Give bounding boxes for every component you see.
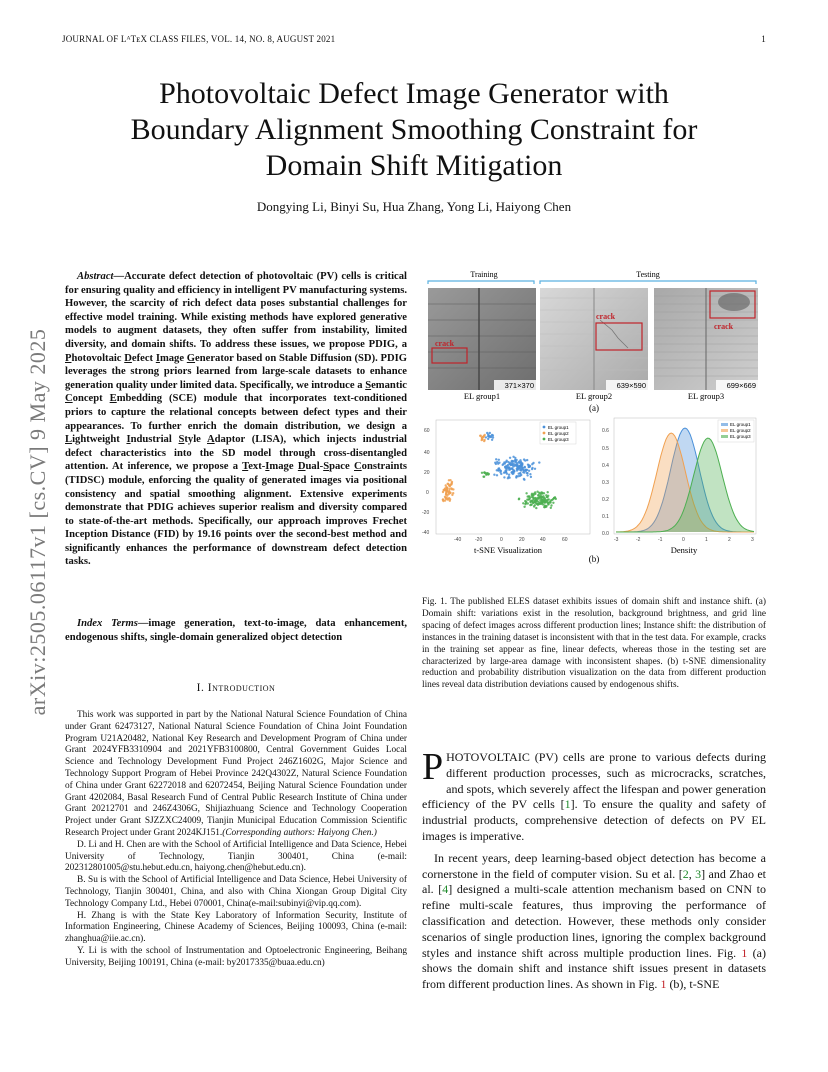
scatter-point (545, 494, 547, 496)
acronym-letter: C (354, 461, 362, 473)
scatter-point (526, 459, 528, 461)
body-text: ]. To ensure the quality and safety of industrial products, comprehensive detection of defects on PV EL images is imperative. (422, 797, 766, 843)
running-header (62, 34, 766, 44)
legend-label: EL group1 (730, 422, 751, 427)
abstract-text: ightweight (72, 434, 127, 446)
body-paragraph (422, 851, 766, 993)
abstract (65, 270, 407, 569)
scatter-point (498, 459, 500, 461)
title-line: Domain Shift Mitigation (265, 149, 563, 182)
index-terms-label: Index Terms (77, 618, 138, 629)
x-tick-label: 3 (751, 537, 754, 543)
acronym-letter: D (124, 352, 132, 364)
citation-link[interactable]: 4 (442, 882, 449, 897)
scatter-point (487, 438, 489, 440)
scatter-point (518, 473, 520, 475)
footnote-text: This work was supported in part by the National Natural Science Foundation of China under Grant 62473127, National Natural Science Foundation of China Joint Foundation Program U21A20482, National Key Research and Development Program of China under Grant 2024YFB3310904 and 2021YFB3100800, Central Government Guides Local Science and Technology Development Fund Project 246Z1602G, Major Science and Technology Support Program of Hebei Province 242Q4302Z, Natural Science Foundation of China under Grant 62272018 and 62072454, Beijing Natural Science Foundation under Grant 4202084, Basal Research Fund of Central Public Research Institute of China under Grant 20212701 and 246Z4306G, Shijiazhuang Science and Technology Cooperation Project under Grant SJZZXC24009, Tianjin Municipal Education Commission Scientific Research Project under Grant 2024KJ151. (65, 710, 407, 838)
scatter-point (540, 494, 542, 496)
legend-label: EL group1 (548, 425, 569, 430)
arxiv-stamp (18, 287, 58, 757)
body-text: In recent years, deep learning-based object detection has become a cornerstone in the field of computer vision. Su et al. [ (422, 850, 766, 881)
author-list: Dongying Li, Binyi Su, Hua Zhang, Yong Li, Haiyong Chen (256, 199, 572, 214)
scatter-point (485, 436, 487, 438)
scatter-point (515, 460, 517, 462)
density-axis-label: Density (670, 545, 698, 555)
scatter-point (543, 497, 545, 499)
figure-link[interactable]: 1 (741, 945, 748, 960)
abstract-text: onstraints (TIDSC) module, enforcing the quality of generated images via positional consistency and spatial smoothing alignment. Extensive experiments demonstrate that PDIG achieves superior realism and diversity compared to state-of-the-art methods. Specifically, our approach improves Frechet Inception Distance (FID) by 19.16 points over the second-best method and significantly enhances the performance of downstream defect detection tasks. (65, 461, 407, 568)
scatter-point (530, 503, 532, 505)
arxiv-id: arXiv:2505.06117v1 [cs.CV] 9 May 2025 (25, 328, 50, 716)
el-image-group3 (654, 288, 758, 390)
abstract-text: emantic (371, 379, 407, 391)
abstract-text: oncept (72, 393, 110, 405)
index-terms-paragraph (65, 617, 407, 644)
body-text: ] designed a multi-scale attention mechanism based on CNN to refine multi-scale features, thus improving the performance of classification and detection. However, these methods only consider scenarios of single production lines, ignoring the complex background styles and instance shift across multiple production lines. Fig. (422, 882, 766, 960)
scatter-point (550, 504, 552, 506)
acronym-letter: S (323, 461, 330, 473)
index-terms (65, 617, 407, 644)
scatter-point (505, 465, 507, 467)
drop-cap: P (422, 746, 444, 788)
scatter-point (518, 461, 520, 463)
title-line: Photovoltaic Defect Image Generator with (159, 77, 669, 110)
acronym-letter: T (242, 461, 249, 473)
scatter-point (550, 507, 552, 509)
scatter-point (508, 474, 510, 476)
footnote-affiliation: H. Zhang is with the State Key Laboratory of Information Security, Institute of Information Engineering, Chinese Academy of Sciences, Beijing 100093, China (e-mail: zhanghua@iie.ac.cn). (65, 910, 407, 945)
scatter-point (502, 463, 504, 465)
abstract-paragraph (65, 270, 407, 569)
training-brace (428, 281, 534, 284)
abstract-text: efect (131, 352, 156, 364)
scatter-point (529, 466, 531, 468)
scatter-point (511, 464, 513, 466)
y-tick-label: 0.1 (602, 514, 609, 520)
acronym-letter: P (65, 352, 72, 364)
x-tick-label: -2 (636, 537, 641, 543)
scatter-point (526, 472, 528, 474)
abstract-text: mbedding (SCE) module that incorporates text-conditioned priors to capture the relational concepts between defect types and their appearances. To further enrich the domain distribution, we design a (65, 393, 407, 432)
abstract-text: hotovoltaic (71, 352, 125, 364)
x-tick-label: 40 (540, 537, 546, 543)
y-tick-label: 0.4 (602, 463, 609, 469)
scatter-point (517, 468, 519, 470)
scatter-point (536, 491, 538, 493)
scatter-point (514, 457, 516, 459)
acronym-letter: S (178, 434, 185, 446)
acronym-letter: C (65, 393, 73, 405)
figure-1 (422, 268, 766, 568)
body-text: (b), t-SNE (666, 977, 720, 992)
page-number: 1 (761, 34, 766, 44)
journal-name: JOURNAL OF LᴬTᴇX CLASS FILES, VOL. 14, NO. 8, AUGUST 2021 (62, 34, 336, 44)
citation-link[interactable]: 1 (564, 797, 571, 812)
legend-label: EL group2 (548, 431, 569, 436)
scatter-point (442, 499, 444, 501)
y-tick-label: 20 (424, 470, 430, 476)
scatter-point (491, 439, 493, 441)
scatter-point (505, 470, 507, 472)
scatter-point (484, 434, 486, 436)
x-tick-label: -20 (475, 537, 483, 543)
crack-label: crack (596, 312, 616, 321)
corresponding-author-note: (Corresponding authors: Haiyong Chen.) (222, 827, 377, 838)
image-size-label: 371×370 (504, 381, 534, 390)
scatter-point (538, 461, 540, 463)
y-tick-label: 0.6 (602, 428, 609, 434)
scatter-point (479, 435, 481, 437)
acronym-letter: L (65, 434, 73, 446)
tsne-plot (422, 420, 590, 555)
scatter-point (539, 492, 541, 494)
scatter-point (546, 502, 548, 504)
x-tick-label: 1 (705, 537, 708, 543)
title-line: Boundary Alignment Smoothing Constraint for (130, 113, 698, 146)
legend-label: EL group3 (548, 437, 569, 442)
el-image-group1 (428, 288, 536, 390)
scatter-point (517, 475, 519, 477)
scatter-point (532, 502, 534, 504)
testing-brace (540, 281, 756, 284)
abstract-text: mage (159, 352, 187, 364)
scatter-point (495, 463, 497, 465)
figure-caption: Fig. 1. The published ELES dataset exhibits issues of domain shift and instance shift. (a) Domain shift: variations exist in the resolution, background brightness, and grid line spacing of defect images across different production lines; Instance shift: the distribution of instances in the training dataset is inconsistent with that in the test data. For example, cracks in the training set appear as fine, linear defects, whereas those in the testing set are characterized by large-area damage with inconsistent shapes. (b) t-SNE dimensionality reduction and probability distribution visualization on the data from different production lines reveal data distribution deviations caused by endogenous shifts. (422, 597, 766, 691)
scatter-point (525, 492, 527, 494)
scatter-point (496, 474, 498, 476)
scatter-point (554, 496, 556, 498)
y-tick-label: 0 (426, 490, 429, 496)
scatter-point (522, 471, 524, 473)
abstract-text: pace (329, 461, 355, 473)
abstract-text: ext- (248, 461, 266, 473)
scatter-point (535, 500, 537, 502)
scatter-point (534, 504, 536, 506)
density-plot (602, 418, 756, 555)
figure-1-graphic (422, 268, 766, 568)
x-tick-label: -40 (454, 537, 462, 543)
y-tick-label: 40 (424, 450, 430, 456)
scatter-point (529, 473, 531, 475)
acronym-letter: A (207, 434, 215, 446)
group-label: EL group1 (463, 391, 501, 401)
scatter-point (548, 498, 550, 500)
citation-link[interactable]: 2 (682, 866, 689, 881)
scatter-point (481, 472, 483, 474)
scatter-point (508, 469, 510, 471)
scatter-point (532, 494, 534, 496)
scatter-point (523, 458, 525, 460)
scatter-point (446, 487, 448, 489)
scatter-point (510, 461, 512, 463)
abstract-text: ual- (305, 461, 324, 473)
x-tick-label: 0 (682, 537, 685, 543)
figure-link[interactable]: 1 (660, 977, 667, 992)
scatter-point (537, 504, 539, 506)
scatter-point (523, 506, 525, 508)
abstract-text: mage (269, 461, 298, 473)
testing-label: Testing (636, 270, 660, 279)
el-image-group2 (540, 288, 648, 390)
acronym-letter: G (186, 352, 196, 364)
scatter-point (444, 488, 446, 490)
scatter-point (524, 503, 526, 505)
scatter-point (534, 468, 536, 470)
scatter-point (445, 484, 447, 486)
acronym-letter: I (155, 352, 160, 364)
scatter-point (509, 457, 511, 459)
index-terms-text: —image generation, text-to-image, data enhancement, endogenous shifts, single-domain generalized object detection (65, 618, 407, 643)
scatter-point (542, 501, 544, 503)
scatter-point (483, 471, 485, 473)
y-tick-label: 0.0 (602, 531, 609, 537)
subfigure-a-label: (a) (589, 403, 599, 413)
image-size-label: 699×669 (726, 381, 756, 390)
scatter-point (522, 467, 524, 469)
scatter-point (511, 471, 513, 473)
scatter-point (520, 465, 522, 467)
scatter-point (449, 498, 451, 500)
abstract-text: ndustrial (130, 434, 179, 446)
citation-link[interactable]: 3 (695, 866, 702, 881)
scatter-point (549, 501, 551, 503)
x-tick-label: -3 (614, 537, 619, 543)
density-legend (718, 420, 754, 442)
y-tick-label: 0.2 (602, 497, 609, 503)
acronym-letter: D (297, 461, 306, 473)
scatter-point (483, 440, 485, 442)
section-title: Introduction (207, 682, 276, 694)
scatter-point (500, 473, 502, 475)
scatter-point (493, 474, 495, 476)
group-label: EL group2 (575, 391, 613, 401)
scatter-point (524, 500, 526, 502)
tsne-axis-label: t-SNE Visualization (473, 545, 543, 555)
scatter-point (522, 502, 524, 504)
legend-label: EL group3 (730, 434, 751, 439)
section-heading (65, 682, 407, 694)
body-text: , (688, 866, 696, 881)
scatter-point (447, 483, 449, 485)
abstract-text: —Accurate defect detection of photovoltaic (PV) cells is critical for ensuring quality and efficiency in intelligent PV manufacturing systems. However, the scarcity of rich defect data poses substantial challenges for effective model training. While existing methods have explored generative models to augment datasets, they often suffer from instability, limited diversity, and domain shifts. To address these issues, we propose PDIG, a (65, 271, 407, 350)
scatter-point (535, 507, 537, 509)
abstract-label: Abstract (77, 271, 114, 282)
scatter-point (447, 498, 449, 500)
abstract-text: tyle (184, 434, 207, 446)
x-tick-label: 20 (519, 537, 525, 543)
x-tick-label: 60 (562, 537, 568, 543)
scatter-point (531, 467, 533, 469)
scatter-point (488, 473, 490, 475)
abstract-text: daptor (LISA), which injects industrial defect characteristics into the SD model through cross-disentangled attention. At inference, we propose a (65, 434, 407, 473)
scatter-point (511, 467, 513, 469)
y-tick-label: 60 (424, 428, 430, 434)
tsne-legend (540, 422, 576, 444)
scatter-point (508, 477, 510, 479)
scatter-point (481, 436, 483, 438)
scatter-point (445, 494, 447, 496)
y-tick-label: 0.5 (602, 446, 609, 452)
legend-label: EL group2 (730, 428, 751, 433)
body-text: (PV) cells are prone to various defects during different production processes, such as microcracks, scratches, and spots, which severely affect the lifespan and power generation efficiency of the PV cells [ (422, 750, 766, 812)
scatter-point (523, 478, 525, 480)
y-tick-label: -20 (422, 510, 430, 516)
subfigure-b-label: (b) (588, 554, 600, 564)
y-tick-label: 0.3 (602, 480, 609, 486)
paper-title (60, 76, 768, 184)
section-number: I. (196, 682, 205, 694)
scatter-point (497, 469, 499, 471)
scatter-point (444, 499, 446, 501)
abstract-text: enerator based on Stable Diffusion (SD). PDIG leverages the strong priors learned from large-scale datasets to enhance generation quality under limited data. Specifically, we introduce a (65, 352, 407, 391)
group-label: EL group3 (687, 391, 725, 401)
scatter-point (495, 458, 497, 460)
acronym-letter: E (109, 393, 117, 405)
body-text: (a) shows the domain shift and instance shift issues present in datasets from different production lines. As shown in Fig. (422, 945, 766, 992)
footnote-affiliation: B. Su is with the School of Artificial Intelligence and Data Science, Hebei University of Technology, Tianjin 300401, China, and also with China Xiongan Group Digital City Technology Company Ltd., Hebei 070001, China(e-mail:subinyi@vip.qq.com). (65, 875, 407, 909)
scatter-point (547, 491, 549, 493)
scatter-point (451, 494, 453, 496)
scatter-point (530, 476, 532, 478)
acronym-letter: I (126, 434, 131, 446)
scatter-point (498, 462, 500, 464)
scatter-point (503, 476, 505, 478)
x-tick-label: 2 (728, 537, 731, 543)
scatter-point (487, 433, 489, 435)
scatter-point (545, 506, 547, 508)
body-text: ] and Zhao et al. [ (422, 866, 767, 897)
scatter-point (529, 501, 531, 503)
y-tick-label: -40 (422, 530, 430, 536)
x-tick-label: 0 (500, 537, 503, 543)
scatter-point (450, 487, 452, 489)
acronym-letter: S (365, 379, 372, 391)
training-label: Training (470, 270, 498, 279)
scatter-point (451, 481, 453, 483)
scatter-point (518, 498, 520, 500)
scatter-point (442, 491, 444, 493)
scatter-point (515, 476, 517, 478)
crack-label: crack (435, 339, 455, 348)
image-size-label: 639×590 (616, 381, 646, 390)
acronym-letter: I (265, 461, 270, 473)
intro-body (422, 746, 767, 999)
scatter-point (526, 474, 528, 476)
footnote-affiliation: Y. Li is with the school of Instrumentation and Optoelectronic Engineering, Beihang University, Beijing 100191, China (e-mail: by2017335@buaa.edu.cn) (65, 945, 407, 968)
scatter-point (552, 502, 554, 504)
scatter-point (532, 462, 534, 464)
scatter-point (527, 464, 529, 466)
footnotes (65, 710, 407, 970)
scatter-point (534, 493, 536, 495)
scatter-point (448, 491, 450, 493)
scatter-point (492, 436, 494, 438)
scatter-point (483, 476, 485, 478)
scatter-point (533, 497, 535, 499)
scatter-point (543, 492, 545, 494)
body-paragraph (422, 746, 766, 845)
x-tick-label: -1 (658, 537, 663, 543)
footnote-affiliation: D. Li and H. Chen are with the School of Artificial Intelligence and Data Science, Hebei University of Technology, Tianjin 300401, China (e-mail: 202312801005@stu.hebut.edu.cn, haiyong.chen@hebut.edu.cn). (65, 839, 407, 874)
scatter-point (524, 469, 526, 471)
footnote-funding (65, 710, 407, 840)
crack-label: crack (714, 322, 734, 331)
small-caps-word: HOTOVOLTAIC (446, 750, 530, 764)
